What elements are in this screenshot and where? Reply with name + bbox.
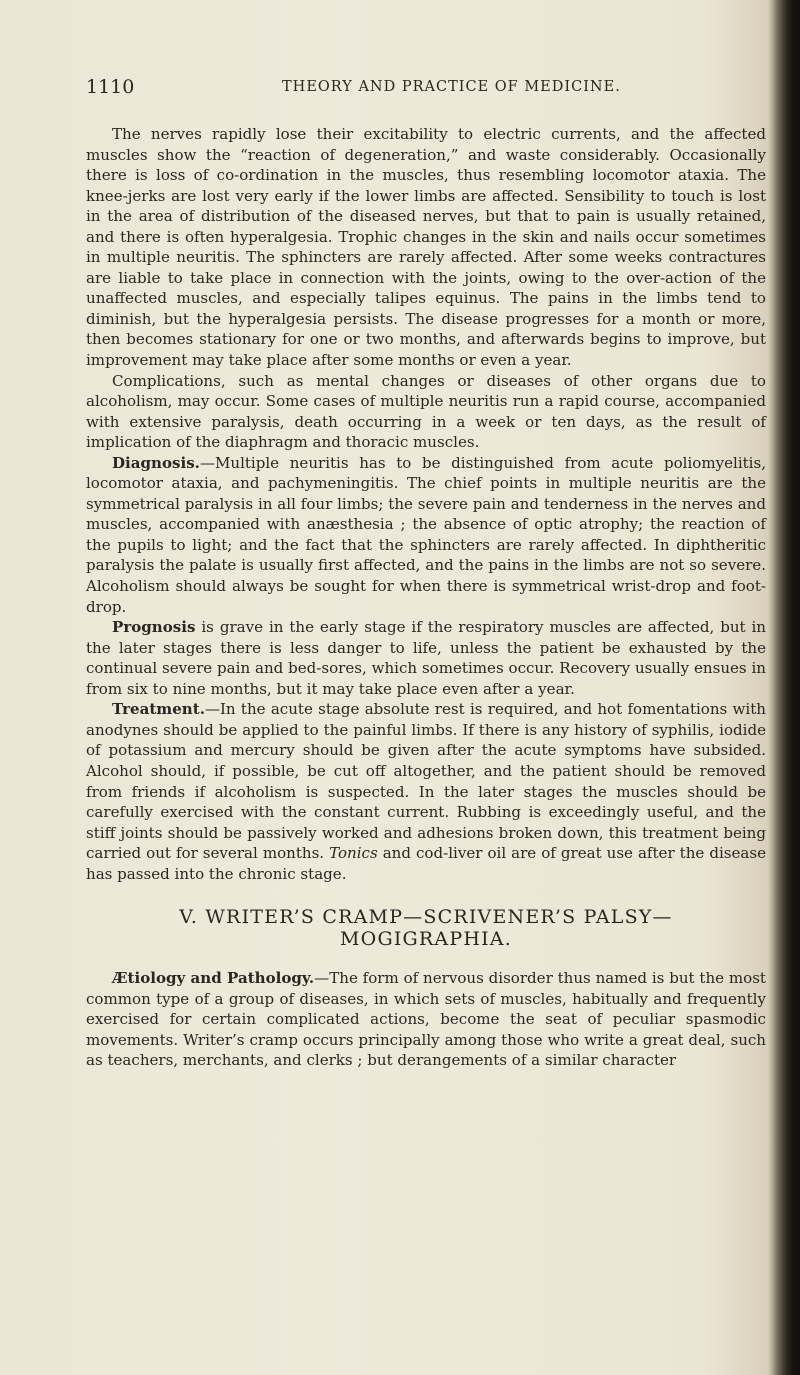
treatment-heading: Treatment. xyxy=(112,700,205,719)
paragraph-symptoms: The nerves rapidly lose their excitability to electric currents, and the affected muscles show the “reaction of degeneration,” and waste considerably. Occasionally there is loss of co-ordination in the muscles, thus resembling locomotor ataxia. The knee-jerks are lost very early if the lower limbs are affected. Sensibility to touch is lost in the area of distribution of the diseased nerves, but that to pain is usually retained, and there is often hyperalgesia. Trophic changes in the skin and nails occur sometimes in multiple neuritis. The sphincters are rarely affected. After some weeks contractures are liable to take place in connection with the joints, owing to the over-action of the unaffected muscles, and especially talipes equinus. The pains in the limbs tend to diminish, but the hyperalgesia persists. The disease progresses for a month or more, then becomes stationary for one or two months, and afterwards begins to improve, but improvement may take place after some months or even a year. xyxy=(86,125,766,370)
paragraph-prognosis: Prognosis is grave in the early stage if the respiratory muscles are affected, but in the later stages there is less danger to life, unless the patient be exhausted by the continual severe pain and bed-sores, which sometimes occur. Recovery usually ensues in from six to nine months, but it may take place even after a year. xyxy=(86,618,766,698)
paragraph-treatment: Treatment.—In the acute stage absolute rest is required, and hot fomentations with anodynes should be applied to the painful limbs. If there is any history of syphilis, iodide of potassium and mercury should be given after the acute symptoms have subsided. Alcohol should, if possible, be cut off altogether, and the patient should be removed from friends if alcoholism is suspected. In the later stages the muscles should be carefully exercised with the constant current. Rubbing is exceedingly useful, and the stiff joints should be passively worked and adhesions broken down, this treatment being carried out for several months. Tonics and cod-liver oil are of great use after the disease has passed into the chronic stage. xyxy=(86,700,766,883)
page-edge-shadow xyxy=(772,0,800,1375)
running-head: THEORY AND PRACTICE OF MEDICINE. xyxy=(282,79,621,95)
body-text xyxy=(86,124,766,1071)
etiology-heading: Ætiology and Pathology. xyxy=(112,969,315,988)
section-heading-line-2: MOGIGRAPHIA. xyxy=(340,928,512,951)
section-heading xyxy=(86,906,766,950)
page-header xyxy=(86,76,770,100)
section-heading-line-1: V. WRITER’S CRAMP—SCRIVENER’S PALSY— xyxy=(179,906,673,929)
prognosis-heading: Prognosis xyxy=(112,618,196,637)
paragraph-etiology: Ætiology and Pathology.—The form of nervous disorder thus named is but the most common type of a group of diseases, in which sets of muscles, habitually and frequently exercised for certain complicated actions, become the seat of peculiar spasmodic movements. Writer’s cramp occurs principally among those who write a great deal, such as teachers, merchants, and clerks ; but derangements of a similar character xyxy=(86,969,766,1070)
diagnosis-heading: Diagnosis. xyxy=(112,453,200,472)
tonics-italic: Tonics xyxy=(329,844,378,863)
paragraph-diagnosis: Diagnosis.—Multiple neuritis has to be distinguished from acute poliomyelitis, locomotor ataxia, and pachymeningitis. The chief points in multiple neuritis are the symmetrical paralysis in all four limbs; the severe pain and tenderness in the nerves and muscles, accompanied with anæsthesia ; the absence of optic atrophy; the reaction of the pupils to light; and the fact that the sphincters are rarely affected. In diphtheritic paralysis the palate is usually first affected, and the pains in the limbs are not so severe. Alcoholism should always be sought for when there is symmetrical wrist-drop and foot-drop. xyxy=(86,453,766,616)
page-number: 1110 xyxy=(86,76,135,98)
paragraph-complications: Complications, such as mental changes or diseases of other organs due to alcoholism, may occur. Some cases of multiple neuritis run a rapid course, accompanied with extensive paralysis, death occurring in a week or ten days, as the result of implication of the diaphragm and thoracic muscles. xyxy=(86,371,766,452)
